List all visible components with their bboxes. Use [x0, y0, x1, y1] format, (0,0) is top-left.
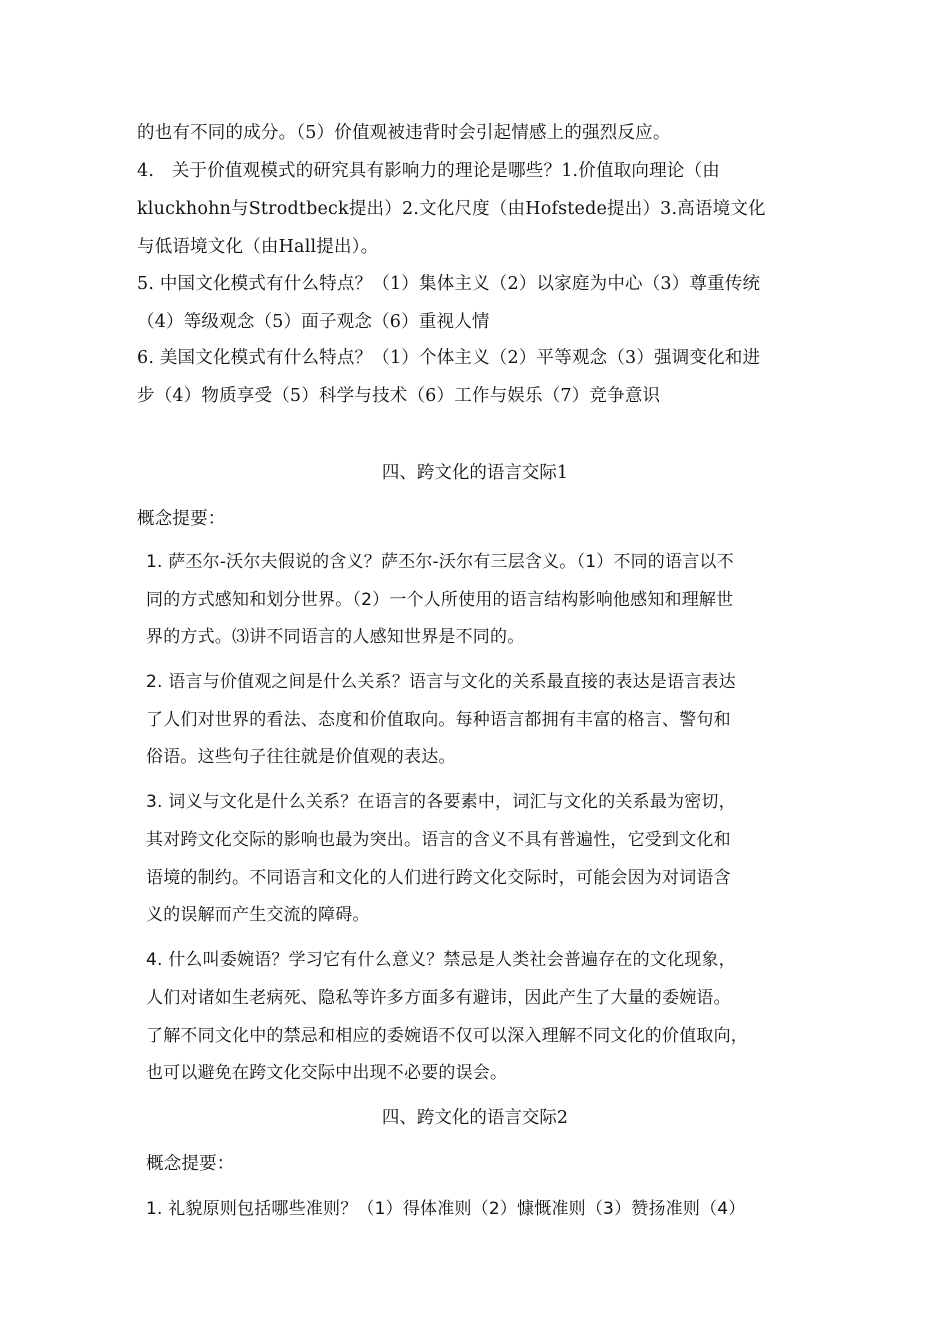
- text-line: 步（4）物质享受（5）科学与技术（6）工作与娱乐（7）竞争意识: [137, 386, 661, 406]
- text-line: 的也有不同的成分。（5）价值观被违背时会引起情感上的强烈反应。: [137, 123, 671, 143]
- list-item-line: 俗语。这些句子往往就是价值观的表达。: [146, 747, 456, 767]
- list-item-line: 人们对诸如生老病死、隐私等许多方面多有避讳，因此产生了大量的委婉语。: [146, 988, 731, 1008]
- list-item-line: 语境的制约。不同语言和文化的人们进行跨文化交际时，可能会因为对词语含: [146, 868, 731, 888]
- list-item-line: 界的方式。⑶讲不同语言的人感知世界是不同的。: [146, 627, 525, 647]
- concept-label: 概念提要：: [146, 1154, 235, 1174]
- list-item-line: 1. 萨丕尔-沃尔夫假说的含义？萨丕尔-沃尔有三层含义。（1）不同的语言以不: [146, 552, 734, 572]
- list-item-line: 1. 礼貌原则包括哪些准则？（1）得体准则（2）慷慨准则（3）赞扬准则（4）: [146, 1199, 746, 1219]
- text-line: 4. 关于价值观模式的研究具有影响力的理论是哪些？1.价值取向理论（由: [137, 161, 720, 181]
- list-item-line: 4. 什么叫委婉语？学习它有什么意义？禁忌是人类社会普遍存在的文化现象，: [146, 950, 736, 970]
- text-line: 6. 美国文化模式有什么特点？（1）个体主义（2）平等观念（3）强调变化和进: [137, 348, 761, 368]
- concept-label: 概念提要：: [137, 509, 226, 529]
- list-item-line: 2. 语言与价值观之间是什么关系？语言与文化的关系最直接的表达是语言表达: [146, 672, 736, 692]
- list-item-line: 了解不同文化中的禁忌和相应的委婉语不仅可以深入理解不同文化的价值取向，: [146, 1026, 748, 1046]
- text-line: （4）等级观念（5）面子观念（6）重视人情: [137, 312, 490, 332]
- list-item-line: 也可以避免在跨文化交际中出现不必要的误会。: [146, 1063, 508, 1083]
- list-item-line: 了人们对世界的看法、态度和价值取向。每种语言都拥有丰富的格言、警句和: [146, 710, 731, 730]
- list-item-line: 义的误解而产生交流的障碍。: [146, 905, 370, 925]
- text-line: 与低语境文化（由Hall提出）。: [137, 237, 379, 257]
- list-item-line: 其对跨文化交际的影响也最为突出。语言的含义不具有普遍性，它受到文化和: [146, 830, 731, 850]
- text-line: 5. 中国文化模式有什么特点？（1）集体主义（2）以家庭为中心（3）尊重传统: [137, 274, 761, 294]
- list-item-line: 3. 词义与文化是什么关系？在语言的各要素中，词汇与文化的关系最为密切，: [146, 792, 736, 812]
- section-heading: 四、跨文化的语言交际2: [381, 1108, 569, 1128]
- section-heading: 四、跨文化的语言交际1: [381, 463, 569, 483]
- text-line: kluckhohn与Strodtbeck提出）2.文化尺度（由Hofstede提出）3.高语境文化: [137, 199, 766, 219]
- list-item-line: 同的方式感知和划分世界。（2）一个人所使用的语言结构影响他感知和理解世: [146, 590, 734, 610]
